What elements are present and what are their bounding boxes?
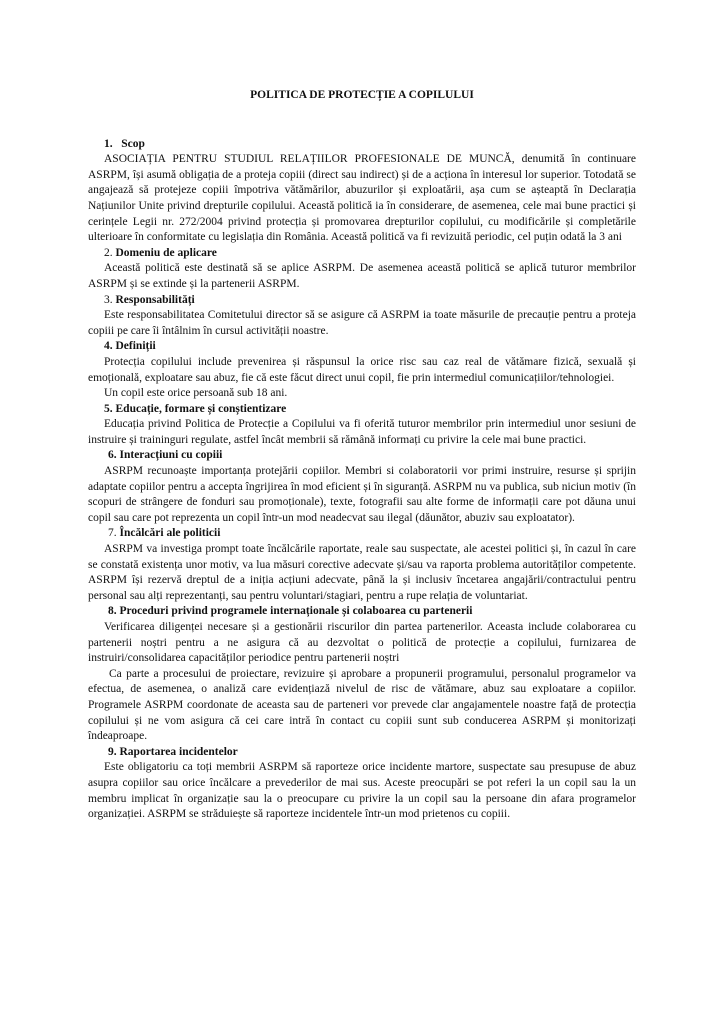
section-paragraph: Verificarea diligenței necesare și a gestionării riscurilor din partea partenerilor. Aceasta include colaborarea cu partenerii noștri pentru a ne asigura că au dezvoltat o politică de protecție a copilului, furnizarea de instruiri/consolidarea capacităților periodice pentru partenerii noștri [88,621,636,665]
section-number: 6. [108,449,117,462]
section-responsabilitati [88,293,636,340]
section-title: Interacțiuni cu copiii [119,449,223,462]
section-heading [108,526,636,542]
section-domeniu [88,246,636,293]
section-paragraph: ASOCIAȚIA PENTRU STUDIUL RELAȚIILOR PROFESIONALE DE MUNCĂ, denumită în continuare ASRPM, își asumă obligația de a proteja copiii (direct sau indirect) și de a acționa în interesul lor superior. Totodată se angajează să protejeze copiii împotriva vătămărilor, abuzurilor și exploatării, așa cum se așteaptă în Declarația Națiunilor Unite privind drepturile copilului. Această politică ia în considerare, de asemenea, cele mai bune practici și cerințele Legii nr. 272/2004 privind protecția și promovarea drepturilor copilului, cu modificările și completările ulterioare în conformitate cu legislația din România. Această politică va fi revizuită periodic, cel puțin odată la 3 ani [88,153,636,244]
section-heading [104,293,636,309]
section-proceduri [88,604,636,744]
section-title: Educație, formare și conștientizare [115,402,287,415]
section-raportarea [88,745,636,823]
section-number: 5. [104,402,113,415]
section-number: 1. [104,137,113,150]
section-paragraph: Protecția copilului include prevenirea și răspunsul la orice risc sau caz real de vătămare fizică, sexuală și emoțională, exploatare sau abuz, fie că este făcut direct unui copil, fie prin intermediul comunicațiilor/tehnologiei. [88,355,636,384]
section-number: 3. [104,293,113,306]
section-number: 8. [108,605,117,618]
section-interactiuni [88,448,636,526]
section-paragraph: ASRPM recunoaște importanța protejării copiilor. Membri si colaboratorii vor primi instruire, resurse și sprijin adaptate copiilor pentru a accepta îngrijirea în mod eficient și în siguranță. ASRPM nu va publica, sub niciun motiv (în scopuri de strângere de fonduri sau promoționale), texte, fotografii sau alte forme de informații care pot dăuna unui copil sau care pot reprezenta un copil într-un mod neadecvat sau ilegal (dăunător, abuziv sau exploatator). [88,465,636,524]
section-number: 4. [104,340,113,353]
section-number: 9. [108,745,117,758]
section-title: Proceduri privind programele internaționale și colaboarea cu partenerii [119,605,473,618]
section-title: Scop [121,137,145,150]
section-scop [88,137,636,246]
section-heading [104,339,636,355]
section-number: 7. [108,527,117,540]
section-title: Raportarea incidentelor [119,745,238,758]
section-paragraph: Această politică este destinată să se aplice ASRPM. De asemenea această politică se aplică tuturor membrilor ASRPM și se extinde și la partenerii ASRPM. [88,262,636,290]
section-heading [108,604,636,620]
section-title: Responsabilități [115,293,195,306]
section-educatie [88,402,636,449]
section-definitii [88,339,636,401]
section-title: Încălcări ale politicii [119,527,221,540]
section-paragraph: Este obligatoriu ca toți membrii ASRPM să raporteze orice incidente martore, suspectate sau presupuse de abuz asupra copiilor sau orice încălcare a prevederilor de mai sus. Aceste preocupări se pot referi la un copil sau la un membru implicat în organizație sau la o preocupare cu privire la un copil sau la persoane din afara programelor organizației. ASRPM se străduiește să raporteze incidentele într-un mod prietenos cu copiii. [88,761,636,821]
section-heading [104,402,636,418]
section-paragraph: Un copil este orice persoană sub 18 ani. [104,387,288,400]
section-number: 2. [104,246,113,259]
section-title: Definiții [115,340,156,353]
section-paragraph: Este responsabilitatea Comitetului director să se asigure că ASRPM ia toate măsurile de precauție pentru a proteja copiii pe care îi întâlnim în cursul activității noastre. [88,309,636,337]
section-heading [108,448,636,464]
section-heading [104,246,636,262]
section-heading [108,745,636,761]
section-title: Domeniu de aplicare [115,246,217,259]
section-paragraph: ASRPM va investiga prompt toate încălcările raportate, reale sau suspectate, ale acestei politici și, în cazul în care se constată existența unor motiv, va lua măsuri corective adecvate și/sau va raporta problema autorităților competente. ASRPM își rezervă dreptul de a iniția acțiuni adecvate, până la și inclusiv încetarea angajării/contractului pentru personal sau alți reprezentanți, sau pentru voluntari/stagiari, pentru a rupe relația de voluntariat. [88,543,636,602]
section-paragraph: Educația privind Politica de Protecție a Copilului va fi oferită tuturor membrilor prin intermediul unor sesiuni de instruire și traininguri regulate, astfel încât membrii să rămână informați cu privire la cele mai bune practici. [88,418,636,446]
section-incalcari [88,526,636,604]
document-title: POLITICA DE PROTECȚIE A COPILULUI [250,89,474,101]
section-paragraph: Ca parte a procesului de proiectare, revizuire și aprobare a propunerii programului, personalul programelor va efectua, de asemenea, o analiză care evidențiază nivelul de risc de vătămare, abuz sau exploatare a copiilor. Programele ASRPM coordonate de aceasta sau de parteneri vor prevede clar angajamentele noastre față de protecția copilului și ne vom asigura că cei care intră în contact cu copiii sunt sub conducerea ASRPM și monitorizați îndeaproape. [88,667,636,743]
section-heading [104,137,636,153]
